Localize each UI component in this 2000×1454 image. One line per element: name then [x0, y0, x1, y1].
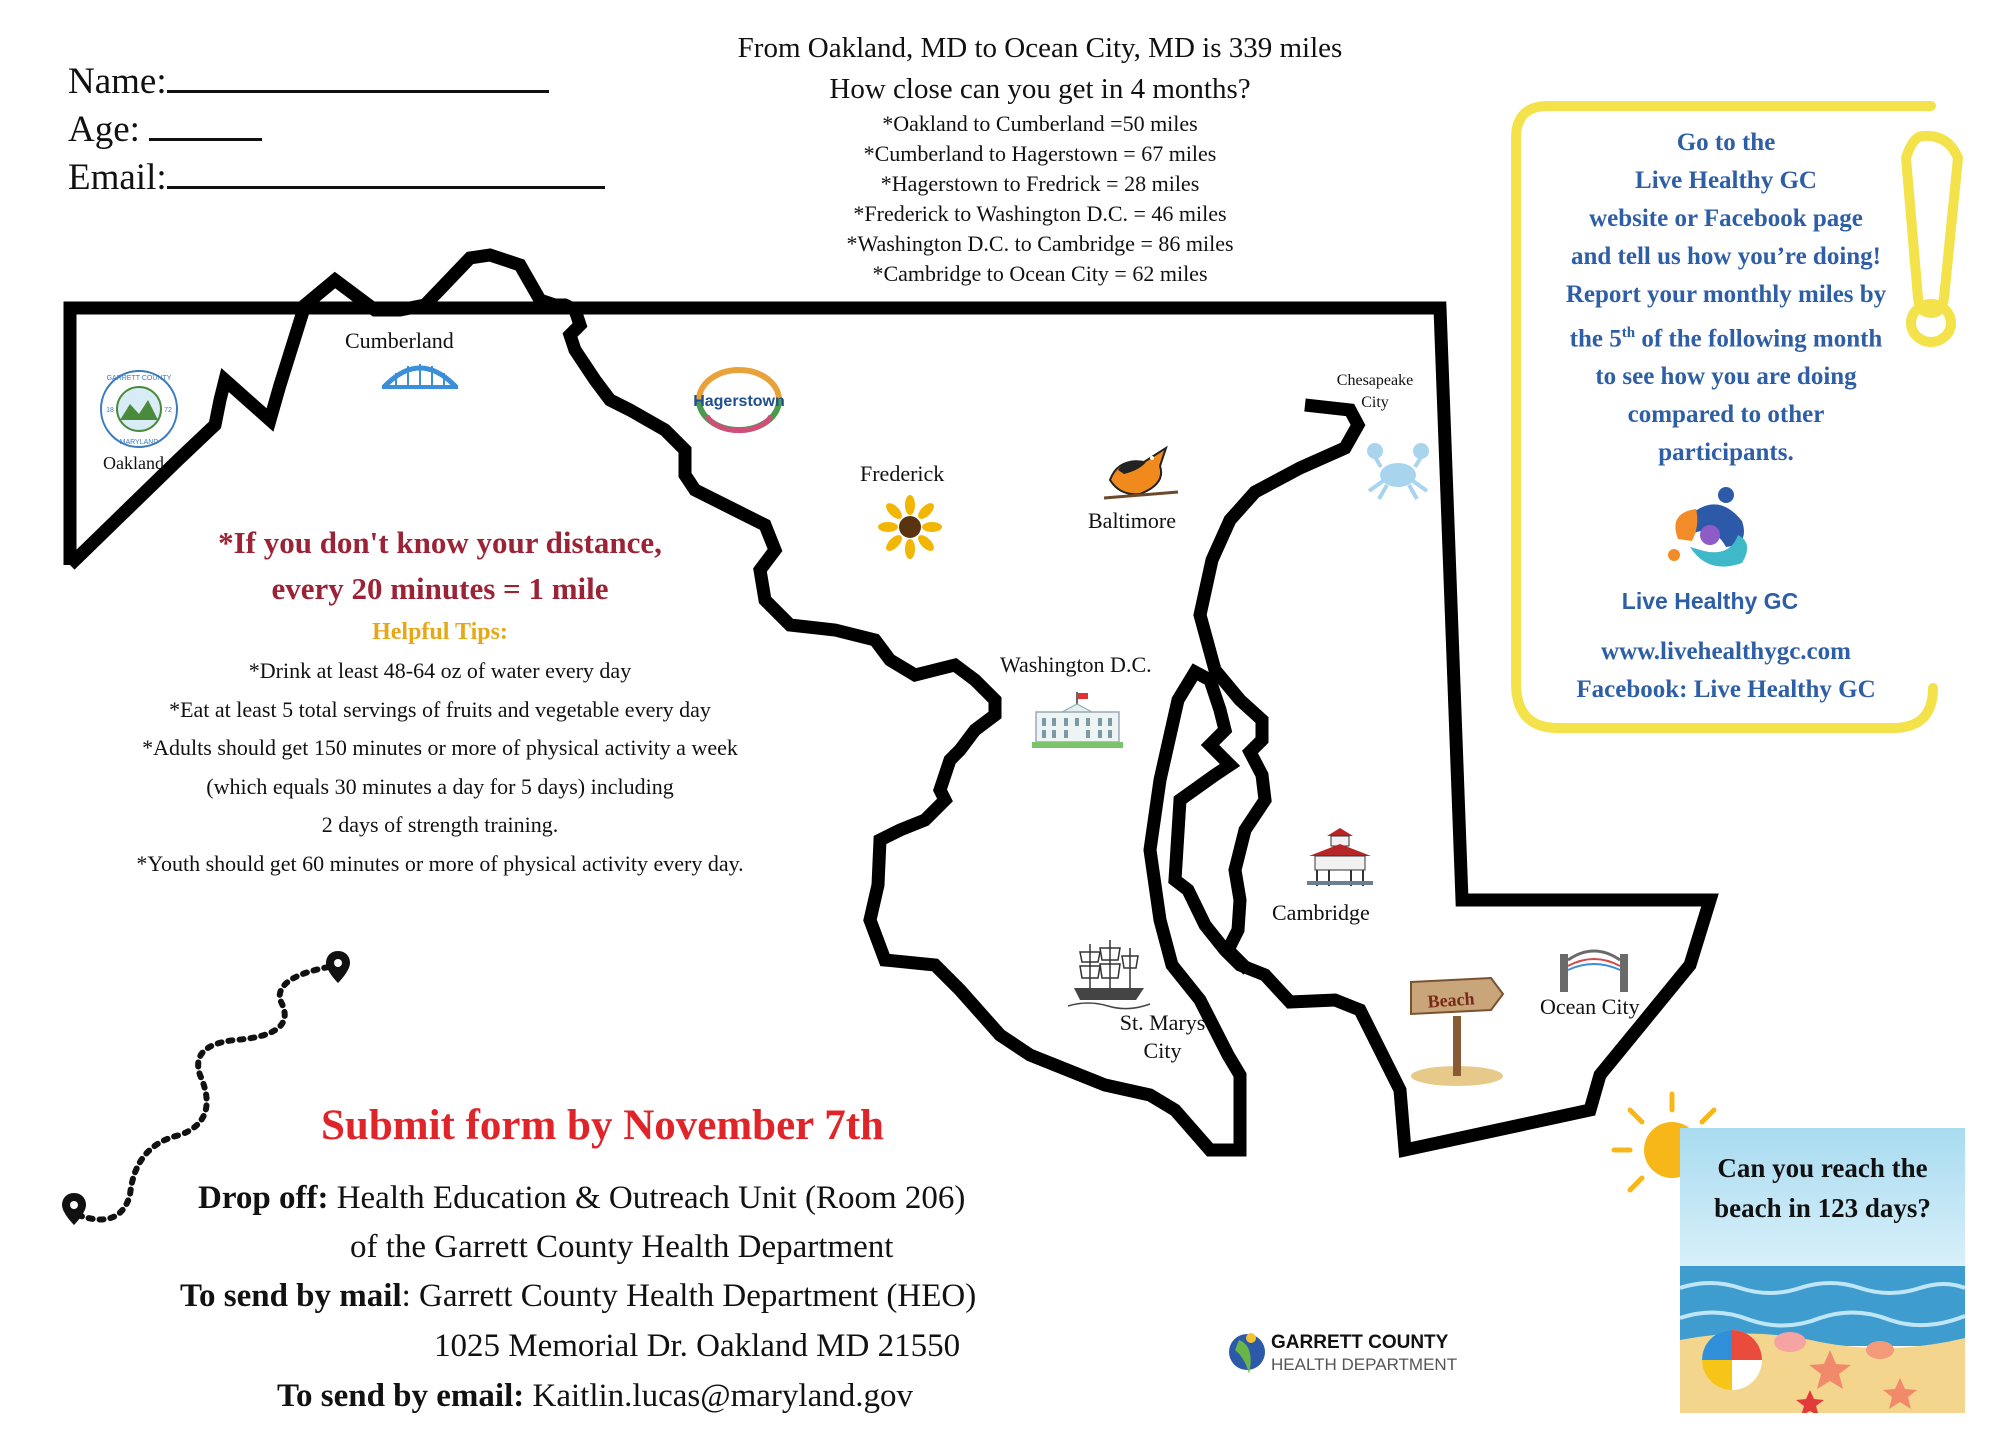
leg-item: *Cumberland to Hagerstown = 67 miles [863, 141, 1217, 166]
tip-item: (which equals 30 minutes a day for 5 days) including [206, 773, 674, 799]
hagerstown-logo-icon [693, 362, 785, 432]
oriole-icon [1100, 440, 1182, 504]
bridge-icon [380, 355, 460, 393]
city-cumberland: Cumberland [345, 328, 454, 353]
chesapeake-line1: Chesapeake [1336, 372, 1414, 389]
age-label: Age: [68, 109, 140, 150]
seal-right-text: 72 [164, 407, 172, 414]
mail-value: : Garrett County Health Department (HEO) [401, 1278, 977, 1314]
leg-item: *Frederick to Washington D.C. = 46 miles [853, 201, 1227, 226]
beach-sign-text: Beach [1426, 988, 1476, 1012]
city-chesapeake [1330, 370, 1420, 414]
tip-item: *Drink at least 48-64 oz of water every day [248, 658, 632, 683]
sunflower-icon [880, 497, 940, 557]
tip-item: *Eat at least 5 total servings of fruits and vegetable every day [169, 696, 711, 722]
beach-card [1680, 1128, 1965, 1413]
mail-label: To send by mail [180, 1278, 402, 1314]
mail-line [180, 1271, 976, 1321]
seal-bottom-text: MARYLAND [119, 439, 159, 446]
health-dept-line1: GARRETT COUNTY [1271, 1332, 1449, 1353]
sailing-ship-icon [1068, 938, 1150, 1012]
dropoff-line-2: of the Garrett County Health Department [350, 1229, 894, 1265]
crab-icon [1363, 437, 1433, 503]
city-oakland: Oakland [103, 453, 164, 473]
st-marys-line1: St. Marys [1119, 1010, 1206, 1035]
city-cambridge: Cambridge [1272, 900, 1370, 925]
chesapeake-line2: City [1361, 394, 1389, 411]
sidebar-line [1530, 314, 1922, 358]
tip-item: *Youth should get 60 minutes or more of physical activity every day. [136, 850, 744, 876]
tips-section [60, 520, 820, 883]
leg-item: *Cambridge to Ocean City = 62 miles [872, 261, 1208, 286]
health-dept-line2: HEALTH DEPARTMENT [1271, 1355, 1458, 1374]
sidebar-line: to see how you are doing [1595, 363, 1857, 391]
mail-address: 1025 Memorial Dr. Oakland MD 21550 [434, 1328, 961, 1364]
health-department-icon [1225, 1328, 1271, 1380]
garrett-county-seal-icon [98, 368, 180, 450]
dropoff-value: Health Education & Outreach Unit (Room 206) [328, 1180, 966, 1216]
leg-item: *Washington D.C. to Cambridge = 86 miles [846, 231, 1234, 256]
hagerstown-logo-text: Hagerstown [693, 393, 785, 410]
sidebar-line: Go to the [1676, 129, 1776, 156]
website-link[interactable]: www.livehealthygc.com [1601, 638, 1851, 665]
live-healthy-logo-text: Live Healthy GC [1621, 588, 1799, 614]
tip-item: 2 days of strength training. [321, 812, 559, 837]
health-department-logo [1225, 1328, 1475, 1380]
sidebar-line: Report your monthly miles by [1565, 281, 1887, 308]
city-frederick: Frederick [860, 461, 945, 486]
white-house-icon [1030, 690, 1125, 752]
lighthouse-icon [1305, 826, 1375, 888]
beach-sign-icon [1405, 976, 1507, 1086]
st-marys-line2: City [1143, 1038, 1182, 1063]
name-label: Name: [68, 61, 167, 102]
city-st-marys [1100, 1010, 1225, 1066]
sidebar-line: and tell us how you’re doing! [1570, 243, 1881, 270]
email-label: To send by email: [277, 1378, 525, 1414]
city-baltimore: Baltimore [1088, 508, 1176, 533]
seal-left-text: 18 [106, 407, 114, 414]
sidebar-line: participants. [1658, 439, 1794, 467]
line6-pre: the 5 [1569, 325, 1622, 353]
dropoff-line [198, 1173, 965, 1223]
city-washington: Washington D.C. [1000, 652, 1152, 677]
city-ocean-city: Ocean City [1540, 994, 1640, 1019]
tip-item: *Adults should get 150 minutes or more of physical activity a week [142, 735, 738, 760]
sidebar-message [1530, 124, 1922, 472]
sidebar-line: compared to other [1627, 401, 1825, 429]
email-label: Email: [68, 157, 167, 198]
deadline-heading: Submit form by November 7th [321, 1102, 884, 1149]
dropoff-label: Drop off: [198, 1180, 329, 1216]
live-healthy-gc-logo-icon [1660, 485, 1758, 583]
beach-question: Can you reach the beach in 123 days? [1714, 1153, 1931, 1223]
sidebar-line: website or Facebook page [1589, 205, 1863, 232]
distance-hint-2: every 20 minutes = 1 mile [271, 571, 609, 606]
line6-sup: th [1621, 325, 1636, 341]
question: How close can you get in 4 months? [829, 73, 1251, 105]
facebook-link[interactable]: Facebook: Live Healthy GC [1576, 676, 1876, 703]
sidebar-line: Live Healthy GC [1635, 167, 1817, 194]
tips-heading: Helpful Tips: [372, 619, 508, 645]
email-value[interactable]: Kaitlin.lucas@maryland.gov [524, 1378, 913, 1414]
seal-top-text: GARRETT COUNTY [106, 375, 172, 382]
line6-post: of the following month [1635, 325, 1883, 353]
headline: From Oakland, MD to Ocean City, MD is 339 miles [737, 32, 1343, 64]
leg-item: *Oakland to Cumberland =50 miles [882, 111, 1198, 136]
leg-item: *Hagerstown to Fredrick = 28 miles [880, 171, 1200, 196]
distance-hint: *If you don't know your distance, [218, 525, 662, 560]
email-line [277, 1371, 913, 1421]
ocean-city-gate-icon [1556, 940, 1632, 994]
